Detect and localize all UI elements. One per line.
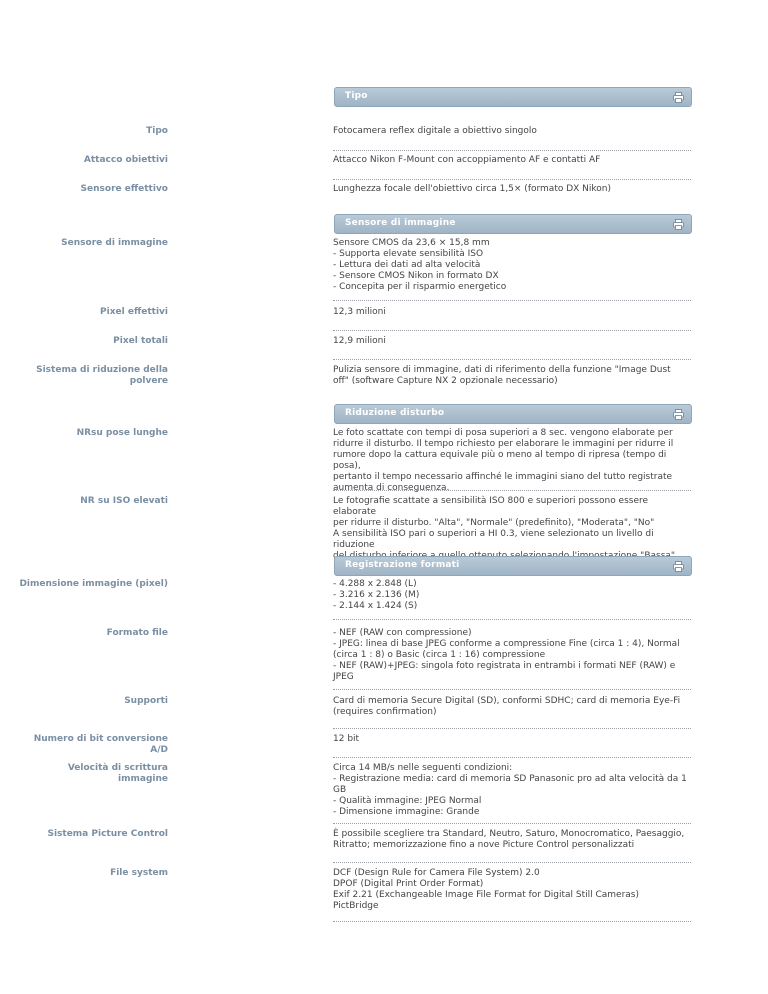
spec-label-picture-control: Sistema Picture Control [47,829,168,839]
spec-value-file-system: DCF (Design Rule for Camera File System) 2.0 DPOF (Digital Print Order Format) Exif 2.21 (Exchangeable Image File Format for Digital Still Cameras) PictBridge [333,868,640,911]
spec-value-bit: 12 bit [333,734,360,744]
spec-value-tipo: Fotocamera reflex digitale a obiettivo singolo [333,126,537,136]
section-header-registrazione[interactable] [334,556,692,576]
spec-label-file-system: File system [110,868,168,878]
divider [333,619,691,620]
section-header-sensore[interactable] [334,214,692,234]
divider [333,728,691,729]
spec-value-formato-file: - NEF (RAW con compressione) - JPEG: linea di base JPEG conforme a compressione Fine (circa 1 : 4), Normal (circa 1 : 8) o Basic (circa 1 : 16) compressione - NEF (RAW)+JPEG: singola foto registrata in entrambi i formati NEF (RAW) e JPEG [333,628,680,682]
print-icon[interactable] [673,219,684,230]
divider [333,757,691,758]
spec-label-supporti: Supporti [124,696,168,706]
spec-value-dimensione: - 4.288 x 2.848 (L) - 3.216 x 2.136 (M) - 2.144 x 1.424 (S) [333,579,420,611]
spec-value-nr-iso: Le fotografie scattate a sensibilità ISO 800 e superiori possono essere elaborate per ridurre il disturbo. "Alta", "Normale" (predefinito), "Moderata", "No" A sensibilità ISO pari o superiori a HI 0.3, viene selezionato un livello di riduzione [333,496,655,550]
spec-label-nr-pose-lunghe: NRsu pose lunghe [76,428,168,438]
spec-label-nr-iso: NR su ISO elevati [80,496,168,506]
divider [333,490,691,491]
divider [333,823,691,824]
section-title: Riduzione disturbo [345,408,445,418]
spec-label-tipo: Tipo [146,126,168,136]
section-header-riduzione[interactable] [334,404,692,424]
divider [333,150,691,151]
divider [333,179,691,180]
spec-label-dimensione: Dimensione immagine (pixel) [19,579,168,589]
spec-value-sensore-immagine: Sensore CMOS da 23,6 × 15,8 mm - Supporta elevate sensibilità ISO - Lettura dei dati ad alta velocità - Sensore CMOS Nikon in formato DX - Concepita per il risparmio energetico [333,238,507,292]
spec-value-picture-control: È possibile scegliere tra Standard, Neutro, Saturo, Monocromatico, Paesaggio, Ritratto; memorizzazione fino a nove Picture Control personalizzati [333,829,685,850]
print-icon[interactable] [673,409,684,420]
spec-label-pixel-totali: Pixel totali [113,336,168,346]
spec-label-sensore-immagine: Sensore di immagine [61,238,168,248]
print-icon[interactable] [673,92,684,103]
spec-value-pixel-effettivi: 12,3 milioni [333,307,386,317]
section-header-tipo[interactable] [334,87,692,107]
spec-value-supporti: Card di memoria Secure Digital (SD), conformi SDHC; card di memoria Eye-Fi (requires confirmation) [333,696,681,717]
section-title: Registrazione formati [345,560,460,570]
section-title: Tipo [345,91,368,101]
divider [333,689,691,690]
divider [333,330,691,331]
spec-label-sensore-effettivo: Sensore effettivo [80,184,168,194]
spec-value-sensore-effettivo: Lunghezza focale dell'obiettivo circa 1,5× (formato DX Nikon) [333,184,612,194]
spec-label-bit: Numero di bit conversione A/D [33,734,168,755]
spec-value-nr-pose-lunghe: Le foto scattate con tempi di posa superiori a 8 sec. vengono elaborate per ridurre il disturbo. Il tempo richiesto per elaborare le immagini per ridurre il rumore dopo la cattura equivale più o meno al tempo di ripresa (tempo di posa), pertanto il tempo necessario affinché le immagini siano del tutto registrate aumenta di conseguenza. [333,428,674,493]
divider [333,862,691,863]
section-title: Sensore di immagine [345,218,456,228]
spec-value-attacco: Attacco Nikon F-Mount con accoppiamento AF e contatti AF [333,155,601,165]
spec-value-velocita: Circa 14 MB/s nelle seguenti condizioni: - Registrazione media: card di memoria SD Panasonic pro ad alta velocità da 1 GB - Qualità immagine: JPEG Normal - Dimensione immagine: Grande [333,763,687,817]
divider [333,359,691,360]
divider [333,300,691,301]
spec-label-polvere: Sistema di riduzione della polvere [36,365,168,386]
spec-value-pixel-totali: 12,9 milioni [333,336,386,346]
spec-label-attacco: Attacco obiettivi [83,155,168,165]
spec-label-velocita: Velocità di scrittura immagine [67,763,168,784]
print-icon[interactable] [673,561,684,572]
divider [333,921,691,922]
spec-value-polvere: Pulizia sensore di immagine, dati di riferimento della funzione "Image Dust off" (software Capture NX 2 opzionale necessario) [333,365,671,386]
spec-label-pixel-effettivi: Pixel effettivi [100,307,168,317]
spec-label-formato-file: Formato file [106,628,168,638]
